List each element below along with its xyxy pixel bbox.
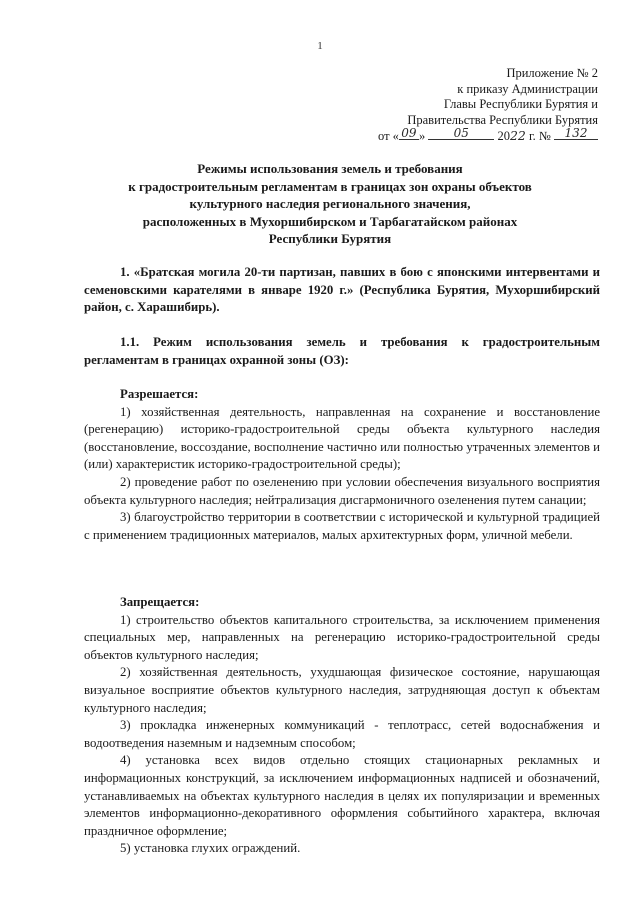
year-post: г. №	[528, 129, 551, 143]
appendix-block	[378, 66, 598, 145]
date-month-field	[428, 125, 494, 140]
date-day: 09	[401, 125, 417, 140]
order-number-field	[554, 125, 598, 140]
allowed-heading: Разрешается:	[120, 387, 199, 401]
title-line-1: Режимы использования земель и требования	[197, 161, 463, 176]
allowed-section	[84, 386, 600, 544]
forbidden-heading: Запрещается:	[120, 595, 200, 609]
title-line-2: к градостроительным регламентам в границах зон охраны объектов	[128, 178, 532, 194]
forbidden-item: 2) хозяйственная деятельность, ухудшающая физическое состояние, нарушающая визуальное восприятие объектов культурного наследия, затрудняющая доступ к объектам культурного наследия;	[84, 665, 600, 715]
order-number: 132	[564, 125, 588, 140]
section-1	[84, 264, 600, 317]
date-day-field	[399, 125, 419, 140]
title-line-5: Республики Бурятия	[268, 231, 392, 246]
page-number: 1	[317, 40, 323, 52]
date-month: 05	[453, 125, 469, 140]
allowed-item: 2) проведение работ по озеленению при условии обеспечения визуального восприятия объекта культурного наследия; нейтрализация дисгармоничного озеленения путем санации;	[84, 474, 600, 507]
forbidden-item: 4) установка всех видов отдельно стоящих стационарных рекламных и информационных конструкций, за исключением информационных надписей и обозначений, устанавливаемых на объектах культурного наследия в целях их популяризации и временных элементов информационно-декоративного оформления событийного характера, включая праздничное оформление;	[84, 753, 600, 838]
forbidden-section	[84, 594, 600, 858]
appendix-line-3: Главы Республики Бурятия и	[443, 97, 598, 111]
year-suffix: 22	[509, 128, 526, 143]
appendix-line-1: Приложение № 2	[506, 66, 598, 80]
appendix-date-line	[378, 125, 598, 145]
year-prefix: 20	[497, 129, 510, 143]
title-line-4: расположенных в Мухоршибирском и Тарбагатайском районах	[142, 213, 518, 229]
allowed-item: 3) благоустройство территории в соответствии с исторической и культурной традицией с применением традиционных материалов, малых архитектурных форм, уличной мебели.	[84, 510, 600, 542]
section-1-heading: 1. «Братская могила 20-ти партизан, павших в бою с японскими интервентами и семеновскими карателями в январе 1920 г.» (Республика Бурятия, Мухоршибирский район, с. Харашибирь).	[84, 265, 600, 315]
allowed-item: 1) хозяйственная деятельность, направленная на сохранение и восстановление (регенерацию) историко-градостроительной среды объекта культурного наследия (восстановление, воссоздание, восполнение частично или полностью утраченных элементов и (или) характеристик историко-градостроительной среды);	[84, 404, 600, 472]
forbidden-item: 1) строительство объектов капитального строительства, за исключением применения специальных мер, направленных на регенерацию историко-градостроительной среды объектов культурного наследия;	[84, 612, 600, 662]
section-1-1	[84, 334, 600, 369]
title-line-3: культурного наследия регионального значения,	[189, 196, 471, 211]
date-prefix: от «	[378, 129, 399, 143]
forbidden-item: 5) установка глухих ограждений.	[120, 841, 301, 856]
date-mid: »	[418, 129, 426, 143]
document-title	[80, 160, 580, 248]
forbidden-item: 3) прокладка инженерных коммуникаций - теплотрасс, сетей водоснабжения и водоотведения наземным и надземным способом;	[84, 718, 600, 750]
appendix-line-2: к приказу Администрации	[457, 81, 598, 96]
appendix-line-4: Правительства Республики Бурятия	[407, 112, 598, 127]
section-1-1-heading: 1.1. Режим использования земель и требования к градостроительным регламентам в границах охранной зоны (ОЗ):	[84, 335, 600, 367]
